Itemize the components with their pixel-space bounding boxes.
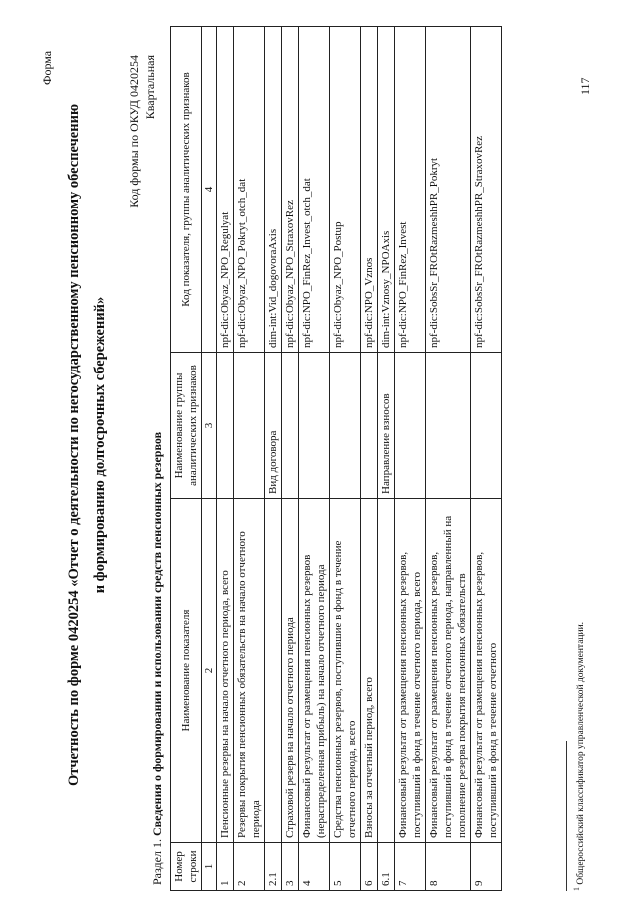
col-number: 3 (202, 353, 217, 499)
row-number: 4 (299, 843, 330, 891)
col-number: 2 (202, 499, 217, 843)
row-number: 8 (426, 843, 471, 891)
section-prefix: Раздел 1. (150, 839, 164, 885)
table-row (378, 27, 395, 891)
row-number: 6 (361, 843, 378, 891)
row-code: npf-dic:Obyaz_NPO_Postup (330, 27, 361, 353)
row-name: Средства пенсионных резервов, поступившие в фонд в течение отчетного периода, всего (330, 499, 361, 843)
section-heading (150, 432, 165, 885)
row-group (234, 353, 265, 499)
report-title-line2: и формированию долгосрочных сбережений» (92, 296, 108, 594)
header-group-name: Наименование группы аналитических признаков (171, 353, 202, 499)
header-indicator-name: Наименование показателя (171, 499, 202, 843)
col-number: 1 (202, 843, 217, 891)
report-period: Квартальная (143, 55, 157, 120)
col-number: 4 (202, 27, 217, 353)
row-code: dim-int:Vznosy_NPOAxis (378, 27, 395, 353)
row-name: Страховой резерв на начало отчетного периода (282, 499, 299, 843)
form-label: Форма (40, 50, 54, 85)
row-number: 9 (471, 843, 502, 891)
row-group: Направление взносов (378, 353, 395, 499)
row-name (265, 499, 282, 843)
column-number-row (202, 27, 217, 891)
row-number: 3 (282, 843, 299, 891)
footnote-mark: 1 (572, 887, 581, 891)
table-row (361, 27, 378, 891)
row-name: Финансовый результат от размещения пенсионных резервов (нераспределенная прибыль) на начало отчетного периода (299, 499, 330, 843)
footnote (572, 622, 586, 891)
row-number: 7 (395, 843, 426, 891)
table-header-row (171, 27, 202, 891)
table-row (265, 27, 282, 891)
row-group (217, 353, 234, 499)
table-row (234, 27, 265, 891)
row-number: 2.1 (265, 843, 282, 891)
row-code: npf-dic:NPO_FinRez_Invest (395, 27, 426, 353)
okud-block (126, 55, 158, 285)
row-group: Вид договора (265, 353, 282, 499)
row-group (471, 353, 502, 499)
report-title-line1: Отчетность по форме 0420254 «Отчет о деятельности по негосударственному пенсионному обеспечению (66, 103, 82, 787)
row-name: Финансовый результат от размещения пенсионных резервов, поступивший в фонд в течение отчетного (471, 499, 502, 843)
row-number: 1 (217, 843, 234, 891)
row-group (299, 353, 330, 499)
row-code: npf-dic:SobsSr_FROtRazmeshhPR_Pokryt (426, 27, 471, 353)
row-name: Резервы покрытия пенсионных обязательств на начало отчетного периода (234, 499, 265, 843)
header-code: Код показателя, группы аналитических признаков (171, 27, 202, 353)
page-number: 117 (578, 77, 592, 95)
row-code: npf-dic:NPO_FinRez_Invest_otch_dat (299, 27, 330, 353)
row-code: npf-dic:Obyaz_NPO_Pokryt_otch_dat (234, 27, 265, 353)
row-number: 5 (330, 843, 361, 891)
row-name: Взносы за отчетный период, всего (361, 499, 378, 843)
table-row (282, 27, 299, 891)
table-row (395, 27, 426, 891)
row-code: npf-dic:Obyaz_NPO_Regulyat (217, 27, 234, 353)
row-code: dim-int:Vid_dogovoraAxis (265, 27, 282, 353)
row-group (361, 353, 378, 499)
okud-code: Код формы по ОКУД 0420254 (127, 55, 141, 208)
row-group (426, 353, 471, 499)
row-group (282, 353, 299, 499)
table-row (471, 27, 502, 891)
row-number: 6.1 (378, 843, 395, 891)
section-title: Сведения о формировании и использовании средств пенсионных резервов (150, 431, 164, 837)
row-name: Пенсионные резервы на начало отчетного периода, всего (217, 499, 234, 843)
table-row (330, 27, 361, 891)
row-name (378, 499, 395, 843)
row-number: 2 (234, 843, 265, 891)
row-group (330, 353, 361, 499)
row-name: Финансовый результат от размещения пенсионных резервов, поступивший в фонд в течение отчетного периода, направленный на пополнение резерва покрытия пенсионных обязательств (426, 499, 471, 843)
row-group (395, 353, 426, 499)
row-name: Финансовый результат от размещения пенсионных резервов, поступивший в фонд в течение отчетного периода, всего (395, 499, 426, 843)
footnote-divider (566, 741, 567, 891)
row-code: npf-dic:SobsSr_FROtRazmeshhPR_StraxovRez (471, 27, 502, 353)
footnote-text: Общероссийский классификатор управленческой документации. (576, 621, 587, 885)
reserves-table (170, 26, 502, 891)
table-row (299, 27, 330, 891)
table-row (426, 27, 471, 891)
table-row (217, 27, 234, 891)
header-row-number: Номер строки (171, 843, 202, 891)
row-code: npf-dic:Obyaz_NPO_StraxovRez (282, 27, 299, 353)
row-code: npf-dic:NPO_Vznos (361, 27, 378, 353)
